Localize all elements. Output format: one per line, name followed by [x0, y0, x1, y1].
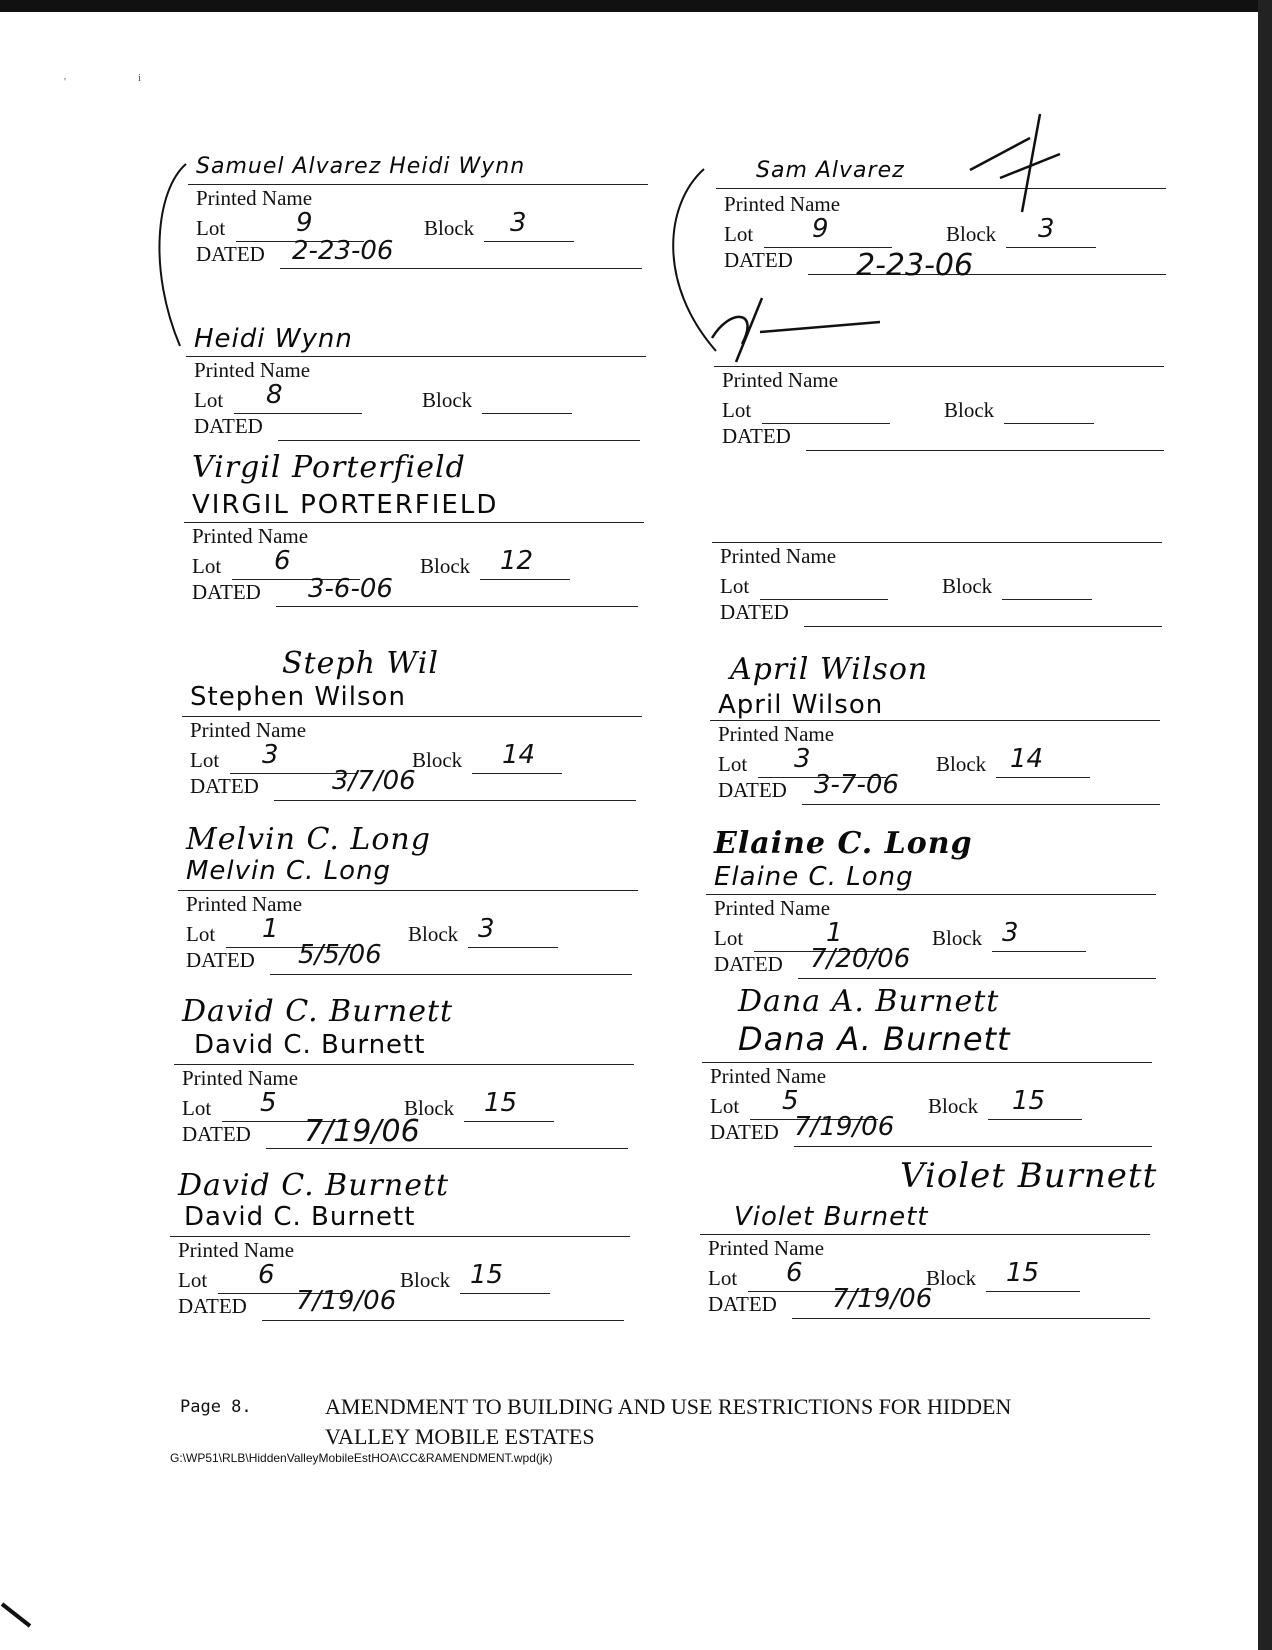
block-value: 14 [502, 740, 536, 770]
block-value: 3 [478, 914, 495, 944]
lot-value: 5 [260, 1088, 277, 1118]
signature-line [174, 1064, 634, 1065]
dated-value: 5/5/06 [298, 940, 382, 970]
dated-line [804, 626, 1162, 627]
dated-label: DATED [720, 600, 789, 624]
dated-label: DATED [186, 948, 255, 972]
handwritten-printed-name: VIRGIL PORTERFIELD [192, 490, 499, 520]
block-value: 3 [1038, 214, 1055, 244]
scan-speck: ' [64, 76, 66, 88]
printed-name-label: Printed Name [714, 896, 831, 920]
signature-line [716, 188, 1166, 189]
handwritten-signature: Melvin C. Long [186, 822, 431, 857]
lot-value: 9 [296, 208, 313, 238]
dated-label: DATED [190, 774, 259, 798]
block-label: Block [424, 216, 475, 240]
block-value: 15 [1012, 1086, 1046, 1116]
dated-line [280, 268, 642, 269]
dated-value: 7/19/06 [794, 1112, 895, 1142]
dated-line [278, 440, 640, 441]
dated-line [262, 1320, 624, 1321]
scan-top-edge [0, 0, 1272, 12]
lot-value: 6 [274, 546, 291, 576]
block-value: 12 [500, 546, 534, 576]
handwritten-signature: Virgil Porterfield [192, 450, 466, 485]
printed-name-label: Printed Name [710, 1064, 827, 1088]
handwritten-signature: Elaine C. Long [714, 826, 973, 861]
block-line [460, 1293, 550, 1294]
dated-label: DATED [182, 1122, 251, 1146]
dated-line [794, 1146, 1152, 1147]
block-label: Block [400, 1268, 451, 1292]
handwritten-signature: David C. Burnett [178, 1168, 450, 1203]
handwritten-printed-name: April Wilson [718, 690, 884, 720]
lot-label: Lot [710, 1094, 740, 1118]
block-value: 15 [1006, 1258, 1040, 1288]
signature-line [184, 522, 644, 523]
block-line [988, 1119, 1082, 1120]
handwritten-signature: April Wilson [730, 652, 929, 687]
block-label: Block [942, 574, 993, 598]
printed-name-label: Printed Name [186, 892, 303, 916]
signature-block-right-3 [712, 506, 1172, 656]
printed-name-label: Printed Name [190, 718, 307, 742]
signature-line [702, 1062, 1152, 1063]
dated-value: 2-23-06 [292, 236, 394, 266]
dated-label: DATED [718, 778, 787, 802]
block-value: 15 [484, 1088, 518, 1118]
signature-block-left-7 [170, 1168, 630, 1328]
dated-label: DATED [708, 1292, 777, 1316]
handwritten-printed-name: Violet Burnett [734, 1202, 929, 1232]
block-label: Block [412, 748, 463, 772]
signature-line [700, 1234, 1150, 1235]
dated-value: 3/7/06 [332, 766, 416, 796]
block-label: Block [404, 1096, 455, 1120]
dated-value: 2-23-06 [856, 248, 974, 283]
lot-label: Lot [194, 388, 224, 412]
signature-block-left-5 [178, 822, 638, 982]
block-line [1006, 247, 1096, 248]
lot-value: 1 [262, 914, 279, 944]
block-value: 15 [470, 1260, 504, 1290]
signature-line [170, 1236, 630, 1237]
lot-label: Lot [718, 752, 748, 776]
dated-line [802, 804, 1160, 805]
block-line [986, 1291, 1080, 1292]
signature-block-left-3 [184, 450, 644, 630]
dated-line [798, 978, 1156, 979]
dated-value: 3-6-06 [308, 574, 393, 604]
signature-block-left-1 [188, 150, 648, 300]
lot-label: Lot [190, 748, 220, 772]
lot-label: Lot [720, 574, 750, 598]
signature-line [182, 716, 642, 717]
printed-name-label: Printed Name [718, 722, 835, 746]
dated-line [274, 800, 636, 801]
dated-value: 7/19/06 [832, 1284, 933, 1314]
lot-value: 9 [812, 214, 829, 244]
signature-line [188, 184, 648, 185]
signature-block-right-2 [714, 326, 1174, 476]
signature-block-right-4 [710, 652, 1170, 812]
dated-label: DATED [196, 242, 265, 266]
block-line [1004, 423, 1094, 424]
printed-name-label: Printed Name [708, 1236, 825, 1260]
lot-value: 8 [266, 380, 283, 410]
signature-line [714, 366, 1164, 367]
printed-name-label: Printed Name [720, 544, 837, 568]
file-path: G:\WP51\RLB\HiddenValleyMobileEstHOA\CC&RAMENDMENT.wpd(jk) [170, 1451, 553, 1465]
dated-line [276, 606, 638, 607]
dated-label: DATED [178, 1294, 247, 1318]
lot-label: Lot [186, 922, 216, 946]
lot-label: Lot [722, 398, 752, 422]
printed-name-label: Printed Name [192, 524, 309, 548]
printed-name-label: Printed Name [178, 1238, 295, 1262]
dated-label: DATED [722, 424, 791, 448]
handwritten-printed-name: Melvin C. Long [186, 856, 392, 886]
signature-line [706, 894, 1156, 895]
block-label: Block [932, 926, 983, 950]
handwritten-printed-name: Elaine C. Long [714, 862, 914, 892]
printed-name-label: Printed Name [196, 186, 313, 210]
block-label: Block [936, 752, 987, 776]
scan-corner-mark [0, 1600, 40, 1630]
block-label: Block [422, 388, 473, 412]
handwritten-signature: Samuel Alvarez Heidi Wynn [196, 154, 526, 179]
handwritten-signature: Sam Alvarez [756, 158, 905, 183]
block-label: Block [926, 1266, 977, 1290]
dated-line [806, 450, 1164, 451]
lot-value: 5 [782, 1086, 799, 1116]
signature-block-right-7 [700, 1156, 1160, 1324]
dated-label: DATED [710, 1120, 779, 1144]
lot-label: Lot [182, 1096, 212, 1120]
block-value: 14 [1010, 744, 1044, 774]
handwritten-printed-name: Heidi Wynn [194, 324, 353, 354]
handwritten-printed-name: Dana A. Burnett [738, 1020, 1011, 1058]
signature-block-right-5 [706, 826, 1166, 986]
dated-label: DATED [724, 248, 793, 272]
scan-right-edge [1258, 0, 1272, 1650]
document-title [325, 1392, 1125, 1452]
block-label: Block [928, 1094, 979, 1118]
handwritten-signature: David C. Burnett [182, 994, 454, 1029]
handwritten-signature: Violet Burnett [900, 1156, 1158, 1196]
lot-label: Lot [724, 222, 754, 246]
handwritten-printed-name: Stephen Wilson [190, 682, 406, 712]
lot-value: 6 [258, 1260, 275, 1290]
handwritten-signature: Dana A. Burnett [738, 984, 1000, 1019]
block-label: Block [420, 554, 471, 578]
block-label: Block [946, 222, 997, 246]
block-line [992, 951, 1086, 952]
block-line [484, 241, 574, 242]
block-line [1002, 599, 1092, 600]
dated-value: 3-7-06 [814, 770, 899, 800]
signature-block-right-6 [702, 984, 1162, 1144]
printed-name-label: Printed Name [722, 368, 839, 392]
lot-label: Lot [178, 1268, 208, 1292]
dated-value: 7/20/06 [810, 944, 911, 974]
block-line [472, 773, 562, 774]
handwritten-signature: Steph Wil [282, 646, 439, 681]
signature-block-left-4 [182, 646, 642, 806]
block-line [996, 777, 1090, 778]
block-value: 3 [510, 208, 527, 238]
block-value: 3 [1002, 918, 1019, 948]
dated-label: DATED [714, 952, 783, 976]
lot-value: 1 [826, 918, 843, 948]
signature-line [712, 542, 1162, 543]
block-line [468, 947, 558, 948]
dated-value: 7/19/06 [296, 1286, 397, 1316]
signature-line [186, 356, 646, 357]
block-line [480, 579, 570, 580]
dated-line [270, 974, 632, 975]
lot-label: Lot [714, 926, 744, 950]
document-title-line-1: AMENDMENT TO BUILDING AND USE RESTRICTIONS FOR HIDDEN [325, 1394, 1012, 1419]
document-title-line-2: VALLEY MOBILE ESTATES [325, 1424, 595, 1449]
handwritten-printed-name: David C. Burnett [184, 1202, 416, 1232]
left-bracket-mark [150, 160, 190, 350]
dated-label: DATED [192, 580, 261, 604]
scan-speck: i [138, 72, 142, 84]
initials-scribble [960, 108, 1070, 218]
printed-name-label: Printed Name [724, 192, 841, 216]
block-line [464, 1121, 554, 1122]
block-label: Block [944, 398, 995, 422]
handwritten-printed-name: David C. Burnett [194, 1030, 426, 1060]
lot-label: Lot [196, 216, 226, 240]
signature-line [178, 890, 638, 891]
dated-label: DATED [194, 414, 263, 438]
dated-line [792, 1318, 1150, 1319]
lot-label: Lot [708, 1266, 738, 1290]
page-number: Page 8. [180, 1397, 252, 1417]
lot-label: Lot [192, 554, 222, 578]
block-label: Block [408, 922, 459, 946]
dated-value: 7/19/06 [304, 1114, 420, 1149]
lot-value: 3 [262, 740, 279, 770]
signature-line [710, 720, 1160, 721]
printed-name-label: Printed Name [182, 1066, 299, 1090]
printed-name-label: Printed Name [194, 358, 311, 382]
lot-value: 6 [786, 1258, 803, 1288]
block-line [482, 413, 572, 414]
signature-block-right-1 [716, 152, 1176, 302]
signature-block-left-6 [174, 994, 634, 1154]
lot-value: 3 [794, 744, 811, 774]
